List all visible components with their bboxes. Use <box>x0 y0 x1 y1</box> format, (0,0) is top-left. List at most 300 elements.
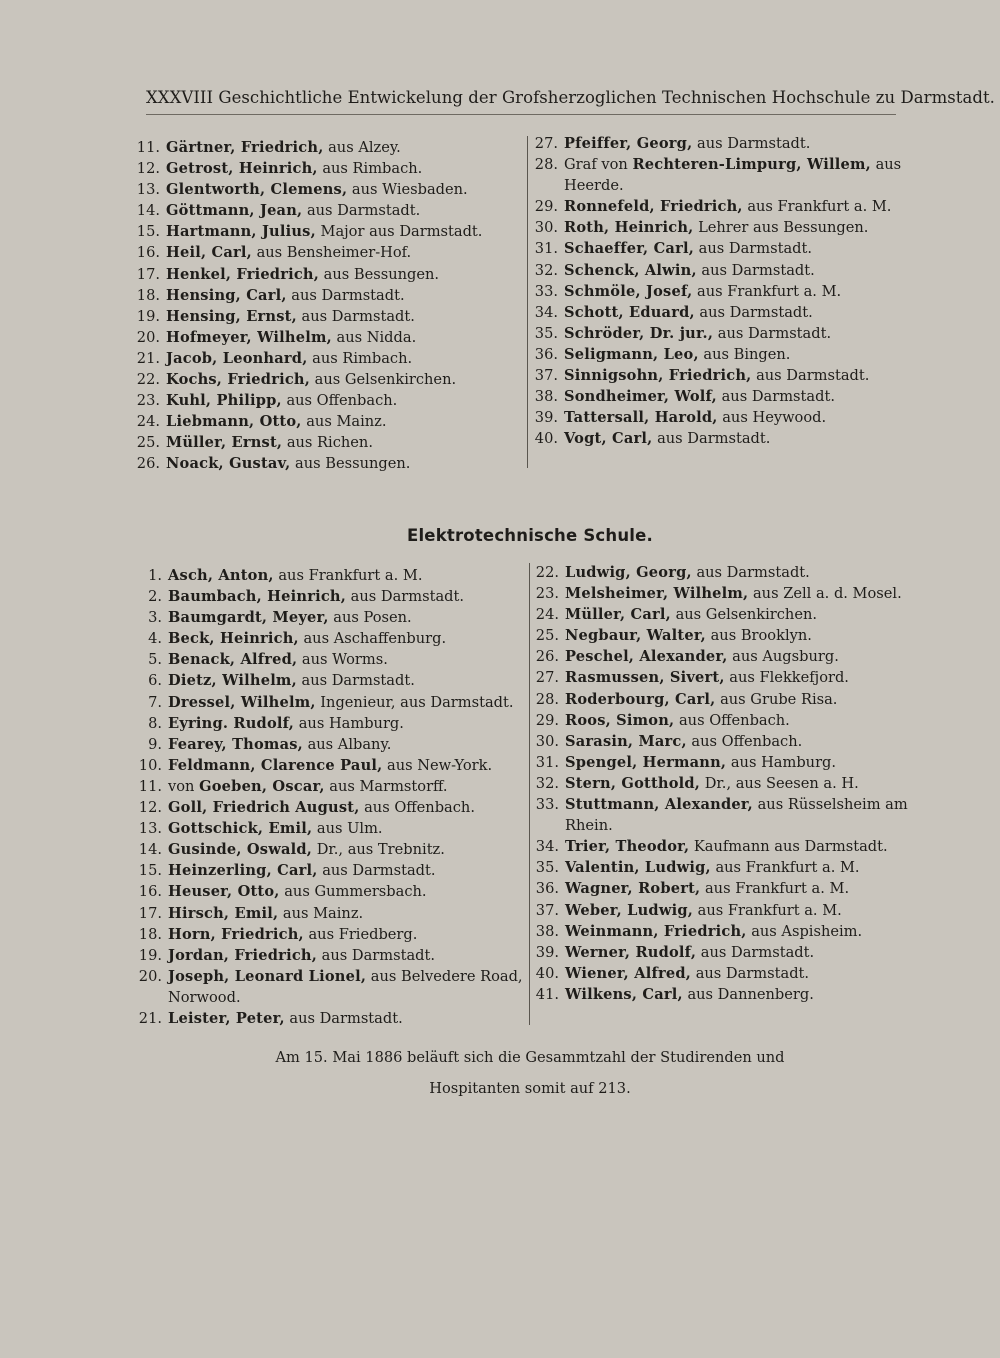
list-item <box>130 411 520 432</box>
entry-detail: aus Gelsenkirchen. <box>314 371 457 389</box>
list-item <box>528 323 918 344</box>
entry-number: 38. <box>534 388 558 406</box>
entry-name: Jacob, Leonhard, <box>166 349 308 367</box>
student-list-left <box>130 137 520 475</box>
entry-prefix: von <box>168 777 200 795</box>
entry-name: Valentin, Ludwig, <box>565 859 711 877</box>
entry-name: Kuhl, Philipp, <box>166 392 282 410</box>
entry-number: 12. <box>136 160 160 178</box>
entry-text <box>166 306 520 327</box>
entry-detail: Dr., aus Seesen a. H. <box>704 774 859 792</box>
entry-detail: aus Frankfurt a. M. <box>704 880 850 898</box>
entry-text <box>564 428 918 449</box>
entry-detail: aus Frankfurt a. M. <box>697 282 842 300</box>
list-item <box>130 242 520 263</box>
entry-name: Tattersall, Harold, <box>564 409 718 427</box>
entry-detail: aus Dannenberg. <box>687 985 814 1003</box>
entry-number: 28. <box>535 690 559 708</box>
entry-name: Noack, Gustav, <box>166 455 291 473</box>
entry-detail: aus Darmstadt. <box>717 324 832 342</box>
entry-text <box>168 839 524 860</box>
entry-detail: aus Darmstadt. <box>700 943 815 961</box>
entry-text <box>565 900 921 921</box>
entry-name: Werner, Rudolf, <box>565 943 697 961</box>
entry-prefix: Graf von <box>564 156 633 174</box>
entry-name: Schott, Eduard, <box>564 303 695 321</box>
entry-detail: aus Frankfurt a. M. <box>278 567 423 584</box>
student-list-right <box>528 133 918 449</box>
list-item <box>132 649 524 670</box>
entry-number: 22. <box>535 564 559 581</box>
entry-number: 25. <box>535 627 559 645</box>
list-item <box>132 776 524 797</box>
entry-text <box>166 453 520 474</box>
list-item <box>130 200 520 221</box>
entry-detail: aus Darmstadt. <box>698 240 812 258</box>
entry-text <box>168 734 524 755</box>
entry-name: Spengel, Hermann, <box>565 753 727 771</box>
entry-text <box>166 242 520 263</box>
entry-number: 31. <box>534 240 558 258</box>
list-item <box>132 945 524 966</box>
entry-text <box>565 752 921 773</box>
entry-name: Roderbourg, Carl, <box>565 690 716 708</box>
entry-text <box>168 776 524 797</box>
entry-text <box>565 731 921 752</box>
entry-detail: aus Alzey. <box>328 139 401 156</box>
entry-name: Gärtner, Friedrich, <box>166 139 324 156</box>
entry-text <box>168 607 524 628</box>
entry-name: Asch, Anton, <box>168 567 274 584</box>
entry-text <box>168 797 524 818</box>
entry-number: 36. <box>534 345 558 363</box>
list-item <box>132 692 524 713</box>
entry-text <box>168 1008 524 1029</box>
entry-text <box>565 794 921 815</box>
entry-text <box>564 302 918 323</box>
entry-text <box>166 137 520 158</box>
entry-name: Trier, Theodor, <box>565 838 690 856</box>
section-title: Elektrotechnische Schule. <box>406 526 653 545</box>
entry-number: 33. <box>534 282 558 300</box>
list-item <box>529 731 921 752</box>
entry-detail: aus Brooklyn. <box>710 627 812 645</box>
list-item <box>130 348 520 369</box>
entry-detail: aus Bensheimer-Hof. <box>256 244 412 262</box>
entry-detail: aus Darmstadt. <box>699 303 813 321</box>
list-item <box>132 713 524 734</box>
entry-detail: aus Zell a. d. Mosel. <box>752 585 902 603</box>
entry-detail: Major aus Darmstadt. <box>320 223 483 241</box>
entry-text <box>565 921 921 942</box>
entry-detail: aus Rimbach. <box>322 160 423 178</box>
entry-detail: aus Darmstadt. <box>756 367 870 385</box>
list-item <box>528 407 918 428</box>
elektro-list-right <box>529 562 921 1005</box>
entry-name: Henkel, Friedrich, <box>166 265 320 283</box>
entry-detail: aus Darmstadt. <box>301 672 415 690</box>
entry-detail: aus Heywood. <box>722 409 827 427</box>
entry-number: 23. <box>535 585 559 603</box>
entry-name: Hartmann, Julius, <box>166 223 316 241</box>
entry-detail: aus Aschaffenburg. <box>303 630 447 648</box>
entry-name: Hensing, Carl, <box>166 286 287 304</box>
entry-number: 33. <box>535 796 559 814</box>
list-item <box>529 646 921 667</box>
entry-detail: aus Darmstadt. <box>721 388 835 406</box>
entry-text <box>168 755 524 776</box>
entry-number: 5. <box>148 651 162 669</box>
entry-name: Hofmeyer, Wilhelm, <box>166 328 332 346</box>
list-item <box>130 158 520 179</box>
list-item <box>529 857 921 878</box>
entry-text <box>565 942 921 963</box>
entry-number: 21. <box>136 349 160 367</box>
list-item <box>132 1008 524 1029</box>
entry-number: 11. <box>138 777 162 795</box>
entry-text <box>168 628 524 649</box>
entry-number: 19. <box>138 946 162 964</box>
entry-text <box>564 260 918 281</box>
entry-name: Wiener, Alfred, <box>565 964 692 982</box>
list-item <box>132 797 524 818</box>
entry-name: Dressel, Wilhelm, <box>168 693 316 711</box>
entry-name: Schaeffer, Carl, <box>564 240 694 258</box>
entry-name: Gottschick, Emil, <box>168 820 313 838</box>
entry-text <box>166 411 520 432</box>
entry-text <box>166 285 520 306</box>
entry-number: 24. <box>136 413 160 431</box>
entry-name: Melsheimer, Wilhelm, <box>565 585 749 603</box>
entry-number: 9. <box>148 735 162 753</box>
entry-number: 12. <box>138 799 162 817</box>
entry-detail: aus Gelsenkirchen. <box>675 606 818 624</box>
entry-detail: aus Hamburg. <box>298 714 404 732</box>
list-item <box>130 221 520 242</box>
entry-detail: aus New-York. <box>387 756 493 774</box>
entry-text <box>565 562 921 583</box>
entry-text <box>565 667 921 688</box>
entry-detail: aus Darmstadt. <box>657 430 771 448</box>
entry-number: 37. <box>535 901 559 919</box>
entry-name: Goll, Friedrich August, <box>168 799 360 817</box>
entry-text <box>564 281 918 302</box>
list-item <box>529 984 921 1005</box>
entry-name: Peschel, Alexander, <box>565 648 728 666</box>
footer-note <box>0 1042 1000 1104</box>
entry-number: 39. <box>535 943 559 961</box>
entry-number: 41. <box>535 985 559 1003</box>
entry-number: 10. <box>138 756 162 774</box>
entry-text <box>565 773 921 794</box>
entry-number: 6. <box>148 672 162 690</box>
entry-text <box>565 710 921 731</box>
entry-name: Pfeiffer, Georg, <box>564 135 693 152</box>
entry-name: Müller, Ernst, <box>166 434 283 452</box>
entry-name: Roos, Simon, <box>565 711 675 729</box>
entry-number: 21. <box>138 1009 162 1027</box>
entry-text <box>565 984 921 1005</box>
entry-detail: aus Gummersbach. <box>284 883 427 901</box>
entry-detail: aus Darmstadt. <box>697 135 811 152</box>
list-item <box>132 860 524 881</box>
entry-number: 30. <box>535 732 559 750</box>
list-item <box>528 281 918 302</box>
entry-name: Sondheimer, Wolf, <box>564 388 717 406</box>
list-item <box>132 607 524 628</box>
entry-name: Horn, Friedrich, <box>168 925 304 943</box>
entry-text <box>564 238 918 259</box>
entry-text <box>166 200 520 221</box>
list-item <box>130 306 520 327</box>
entry-text <box>565 878 921 899</box>
list-item <box>529 878 921 899</box>
entry-text <box>565 625 921 646</box>
entry-number: 11. <box>136 139 160 156</box>
entry-name: Seligmann, Leo, <box>564 345 699 363</box>
entry-detail: aus Bessungen. <box>295 455 411 473</box>
entry-detail: aus Darmstadt. <box>322 862 436 880</box>
list-item <box>528 365 918 386</box>
entry-number: 20. <box>136 328 160 346</box>
entry-text <box>166 348 520 369</box>
entry-text <box>168 945 524 966</box>
entry-name: Negbaur, Walter, <box>565 627 706 645</box>
entry-text <box>168 903 524 924</box>
entry-detail: aus Offenbach. <box>286 392 398 410</box>
entry-name: Feldmann, Clarence Paul, <box>168 756 383 774</box>
entry-number: 25. <box>136 434 160 452</box>
entry-text <box>564 344 918 365</box>
entry-number: 13. <box>136 181 160 199</box>
list-item <box>132 586 524 607</box>
entry-text <box>565 646 921 667</box>
entry-number: 40. <box>535 964 559 982</box>
entry-name: Baumgardt, Meyer, <box>168 609 329 627</box>
entry-text <box>168 818 524 839</box>
list-item <box>130 327 520 348</box>
list-item <box>529 900 921 921</box>
entry-number: 40. <box>534 430 558 448</box>
list-item <box>130 264 520 285</box>
entry-continuation: Heerde. <box>564 177 624 195</box>
entry-text <box>168 670 524 691</box>
entry-detail: aus Darmstadt. <box>696 564 810 581</box>
footer-line-1: Am 15. Mai 1886 beläuft sich die Gesammtzahl der Studirenden und <box>275 1049 785 1066</box>
list-item <box>130 453 520 474</box>
list-item <box>529 942 921 963</box>
list-item <box>132 924 524 945</box>
entry-name: Wilkens, Carl, <box>565 985 683 1003</box>
entry-name: Eyring. Rudolf, <box>168 714 295 732</box>
entry-name: Sinnigsohn, Friedrich, <box>564 367 752 385</box>
entry-number: 27. <box>534 135 558 152</box>
entry-detail: aus Aspisheim. <box>751 922 863 940</box>
list-item <box>132 670 524 691</box>
entry-name: Müller, Carl, <box>565 606 671 624</box>
entry-detail: aus Offenbach. <box>364 799 475 817</box>
entry-number: 26. <box>136 455 160 473</box>
entry-detail: aus Augsburg. <box>732 648 839 666</box>
entry-name: Gusinde, Oswald, <box>168 841 313 859</box>
entry-name: Joseph, Leonard Lionel, <box>168 967 367 985</box>
list-item <box>528 217 918 238</box>
entry-name: Roth, Heinrich, <box>564 219 694 237</box>
entry-number: 19. <box>136 307 160 325</box>
entry-text <box>565 857 921 878</box>
entry-detail: aus Wiesbaden. <box>351 181 468 199</box>
entry-text <box>168 924 524 945</box>
entry-detail: aus Rüsselsheim am <box>757 796 908 814</box>
entry-number: 1. <box>148 567 162 584</box>
list-item <box>132 903 524 924</box>
entry-number: 18. <box>136 286 160 304</box>
entry-detail: aus Posen. <box>333 609 412 627</box>
entry-number: 16. <box>136 244 160 262</box>
entry-name: Göttmann, Jean, <box>166 202 303 220</box>
entry-name: Schröder, Dr. jur., <box>564 324 714 342</box>
entry-text <box>168 713 524 734</box>
entry-number: 30. <box>534 219 558 237</box>
entry-continuation: Rhein. <box>565 817 613 835</box>
entry-name: Getrost, Heinrich, <box>166 160 318 178</box>
entry-text <box>564 196 918 217</box>
header-rule <box>146 114 896 115</box>
entry-detail: aus Richen. <box>286 434 373 452</box>
list-item <box>132 881 524 902</box>
entry-text <box>166 221 520 242</box>
list-item <box>528 428 918 449</box>
entry-number: 37. <box>534 367 558 385</box>
list-item <box>529 667 921 688</box>
list-item <box>528 302 918 323</box>
list-item <box>529 710 921 731</box>
list-item <box>529 562 921 583</box>
entry-name: Weinmann, Friedrich, <box>565 922 747 940</box>
entry-detail: aus Worms. <box>301 651 388 669</box>
entry-name: Heinzerling, Carl, <box>168 862 318 880</box>
entry-detail: aus Frankfurt a. M. <box>747 198 892 216</box>
entry-number: 22. <box>136 371 160 389</box>
entry-name: Jordan, Friedrich, <box>168 946 317 964</box>
entry-text <box>166 264 520 285</box>
entry-text <box>565 689 921 710</box>
entry-text <box>564 407 918 428</box>
entry-text <box>168 586 524 607</box>
entry-name: Kochs, Friedrich, <box>166 371 311 389</box>
entry-text <box>564 386 918 407</box>
entry-number: 17. <box>136 265 160 283</box>
entry-number: 13. <box>138 820 162 838</box>
entry-detail: aus Grube Risa. <box>720 690 838 708</box>
entry-number: 31. <box>535 753 559 771</box>
entry-detail: aus Darmstadt. <box>321 946 435 964</box>
entry-number: 8. <box>148 714 162 732</box>
entry-text <box>564 323 918 344</box>
entry-detail: aus Darmstadt. <box>306 202 421 220</box>
entry-text <box>166 432 520 453</box>
entry-text <box>565 963 921 984</box>
list-item <box>528 133 918 154</box>
entry-name: Fearey, Thomas, <box>168 735 303 753</box>
entry-name: Ronnefeld, Friedrich, <box>564 198 743 216</box>
entry-detail: aus Bingen. <box>703 345 791 363</box>
entry-number: 24. <box>535 606 559 624</box>
entry-text <box>168 649 524 670</box>
entry-name: Heuser, Otto, <box>168 883 280 901</box>
entry-text <box>166 327 520 348</box>
entry-number: 26. <box>535 648 559 666</box>
list-item <box>130 432 520 453</box>
entry-name: Stuttmann, Alexander, <box>565 796 753 814</box>
entry-name: Liebmann, Otto, <box>166 413 302 431</box>
entry-text <box>168 881 524 902</box>
list-item <box>529 604 921 625</box>
entry-detail: aus Darmstadt. <box>350 588 464 606</box>
entry-number: 35. <box>534 324 558 342</box>
entry-number: 15. <box>136 223 160 241</box>
entry-number: 27. <box>535 669 559 687</box>
list-item <box>529 773 921 794</box>
entry-detail: Lehrer aus Bessungen. <box>698 219 869 237</box>
list-item <box>529 689 921 710</box>
entry-detail: aus Albany. <box>307 735 392 753</box>
entry-text <box>564 154 918 175</box>
entry-number: 39. <box>534 409 558 427</box>
entry-text <box>166 158 520 179</box>
entry-number: 20. <box>138 967 162 985</box>
entry-text <box>564 365 918 386</box>
list-item <box>132 839 524 860</box>
entry-detail: aus Marmstorff. <box>329 777 448 795</box>
entry-text <box>565 583 921 604</box>
list-item <box>528 386 918 407</box>
entry-text <box>564 217 918 238</box>
entry-text <box>166 369 520 390</box>
running-header: XXXVIII Geschichtliche Entwickelung der Grofsherzoglichen Technischen Hochschule zu Darmstadt. <box>146 88 995 107</box>
entry-number: 38. <box>535 922 559 940</box>
entry-name: Heil, Carl, <box>166 244 252 262</box>
entry-text <box>565 604 921 625</box>
list-item <box>529 963 921 984</box>
entry-name: Vogt, Carl, <box>564 430 653 448</box>
entry-detail: aus Flekkefjord. <box>729 669 849 687</box>
entry-detail: aus Hamburg. <box>730 753 837 771</box>
list-item <box>529 583 921 604</box>
entry-name: Schmöle, Josef, <box>564 282 693 300</box>
list-item <box>528 260 918 281</box>
entry-text <box>168 966 524 987</box>
list-item <box>529 752 921 773</box>
entry-detail: aus Bessungen. <box>323 265 440 283</box>
list-item <box>130 179 520 200</box>
entry-number: 36. <box>535 880 559 898</box>
list-item <box>528 196 918 217</box>
entry-number: 29. <box>535 711 559 729</box>
list-item <box>529 625 921 646</box>
entry-detail: aus Darmstadt. <box>289 1009 403 1027</box>
entry-name: Rechteren-Limpurg, Willem, <box>632 156 871 174</box>
entry-detail: aus Darmstadt. <box>701 261 815 279</box>
entry-name: Benack, Alfred, <box>168 651 298 669</box>
entry-detail: Kaufmann aus Darmstadt. <box>693 838 888 856</box>
entry-name: Hirsch, Emil, <box>168 904 279 922</box>
list-item <box>529 921 921 942</box>
list-item <box>130 369 520 390</box>
entry-name: Rasmussen, Sivert, <box>565 669 725 687</box>
entry-number: 3. <box>148 609 162 627</box>
entry-detail: aus Offenbach. <box>691 732 803 750</box>
